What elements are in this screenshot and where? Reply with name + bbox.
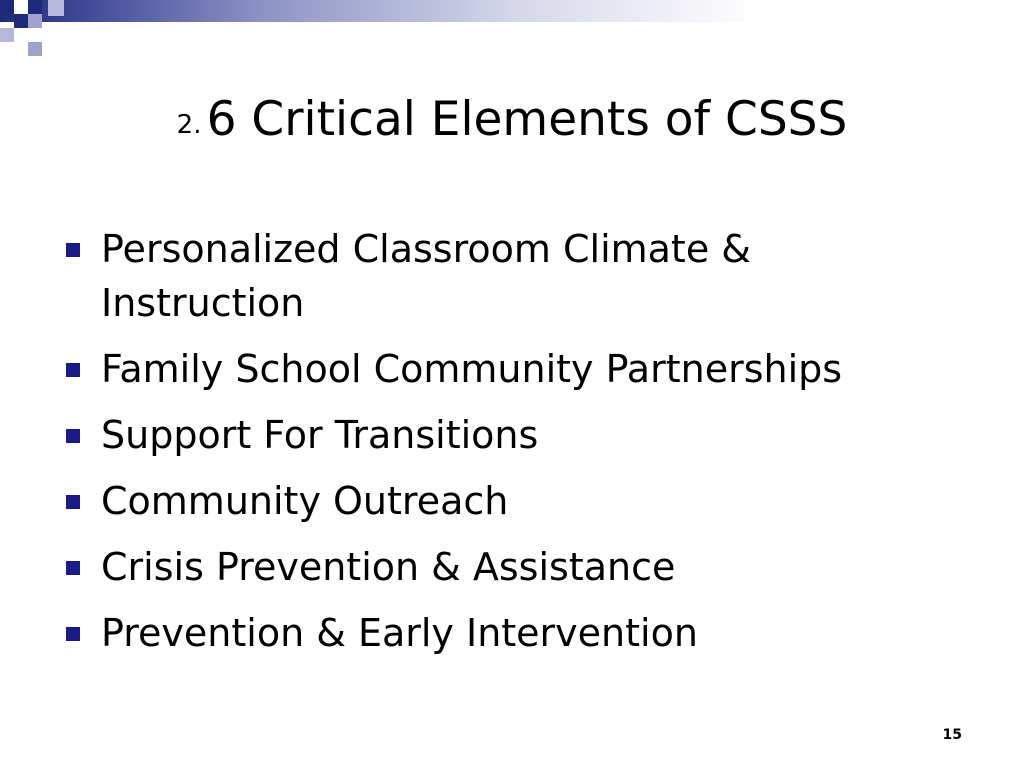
bullet-text: Family School Community Partnerships <box>101 347 843 391</box>
decor-square <box>28 0 42 14</box>
title-number: 2. <box>176 110 202 140</box>
square-bullet-icon <box>66 429 80 443</box>
bullet-item <box>66 342 966 396</box>
decor-square <box>14 28 28 42</box>
bullet-item <box>66 540 966 594</box>
square-bullet-icon <box>66 243 80 257</box>
decor-square <box>0 0 14 14</box>
bullet-item <box>66 408 966 462</box>
decor-square <box>0 28 14 42</box>
decor-square <box>48 0 64 16</box>
square-bullet-icon <box>66 495 80 509</box>
slide-title <box>0 92 1024 147</box>
header-gradient-band <box>0 0 1024 22</box>
decor-square <box>48 22 62 36</box>
square-bullet-icon <box>66 561 80 575</box>
bullet-text: Crisis Prevention & Assistance <box>101 545 676 589</box>
bullet-item <box>66 222 966 330</box>
bullet-item <box>66 474 966 528</box>
bullet-item <box>66 606 966 660</box>
square-bullet-icon <box>66 363 80 377</box>
bullet-text: Prevention & Early Intervention <box>101 611 698 655</box>
bullet-list <box>66 222 966 672</box>
decor-square <box>28 42 42 56</box>
title-text: 6 Critical Elements of CSSS <box>206 92 848 147</box>
decor-square <box>28 14 42 28</box>
page-number: 15 <box>942 727 962 743</box>
bullet-text: Community Outreach <box>101 479 509 523</box>
square-bullet-icon <box>66 627 80 641</box>
decor-square <box>14 0 28 14</box>
decor-square <box>14 14 28 28</box>
bullet-text: Support For Transitions <box>101 413 539 457</box>
bullet-text: Personalized Classroom Climate & Instruction <box>101 227 751 325</box>
